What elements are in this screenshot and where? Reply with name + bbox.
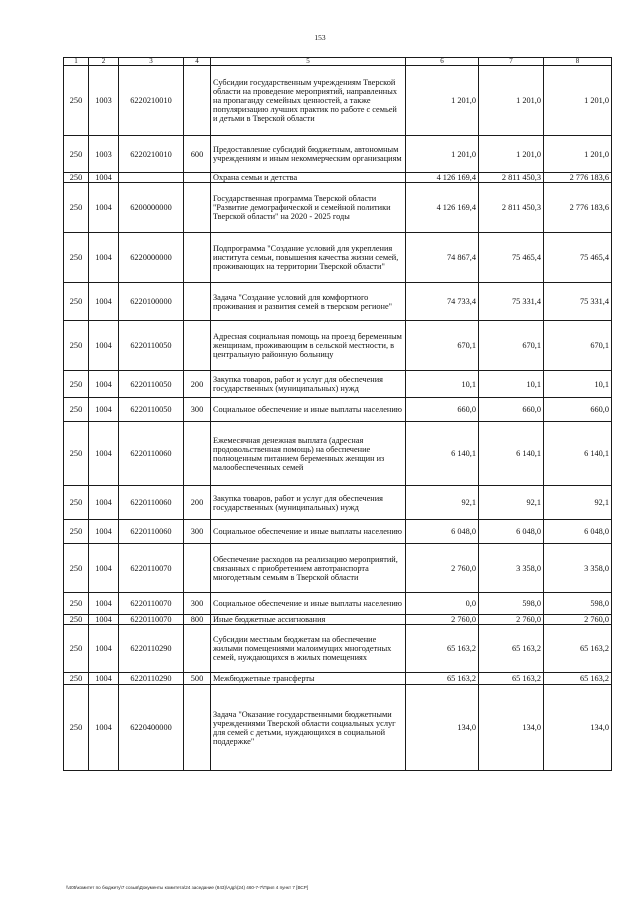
cell-section-code: 1004 <box>89 283 119 321</box>
cell-amount-3: 6 048,0 <box>544 520 612 544</box>
table-header <box>64 58 612 66</box>
cell-admin-code: 250 <box>64 422 89 486</box>
budget-table <box>63 57 612 771</box>
cell-amount-3: 1 201,0 <box>544 136 612 173</box>
cell-target-code: 6220400000 <box>119 685 184 771</box>
table-row <box>64 283 612 321</box>
cell-amount-1: 660,0 <box>406 398 479 422</box>
cell-amount-1: 2 760,0 <box>406 615 479 625</box>
cell-amount-1: 74 733,4 <box>406 283 479 321</box>
cell-target-code: 6220110060 <box>119 422 184 486</box>
cell-amount-3: 134,0 <box>544 685 612 771</box>
cell-amount-3: 2 776 183,6 <box>544 183 612 233</box>
cell-section-code: 1004 <box>89 321 119 371</box>
cell-admin-code: 250 <box>64 673 89 685</box>
cell-expense-type <box>184 321 211 371</box>
cell-target-code: 6220110060 <box>119 486 184 520</box>
cell-amount-1: 1 201,0 <box>406 66 479 136</box>
cell-amount-1: 65 163,2 <box>406 673 479 685</box>
cell-name: Межбюджетные трансферты <box>211 673 406 685</box>
cell-section-code: 1003 <box>89 66 119 136</box>
table-row <box>64 593 612 615</box>
cell-section-code: 1004 <box>89 173 119 183</box>
cell-admin-code: 250 <box>64 233 89 283</box>
cell-amount-2: 6 140,1 <box>479 422 544 486</box>
table-row <box>64 183 612 233</box>
cell-expense-type <box>184 283 211 321</box>
table-row <box>64 233 612 283</box>
cell-target-code: 6220210010 <box>119 136 184 173</box>
cell-amount-2: 65 163,2 <box>479 625 544 673</box>
table-row <box>64 685 612 771</box>
cell-admin-code: 250 <box>64 66 89 136</box>
cell-name: Социальное обеспечение и иные выплаты населению <box>211 593 406 615</box>
cell-name: Социальное обеспечение и иные выплаты населению <box>211 398 406 422</box>
cell-admin-code: 250 <box>64 321 89 371</box>
cell-name: Ежемесячная денежная выплата (адресная продовольственная помощь) на обеспечение полноценным питанием беременных женщин из малообеспеченных семей <box>211 422 406 486</box>
cell-target-code <box>119 173 184 183</box>
cell-expense-type: 800 <box>184 615 211 625</box>
cell-admin-code: 250 <box>64 183 89 233</box>
table-row <box>64 625 612 673</box>
cell-amount-2: 6 048,0 <box>479 520 544 544</box>
cell-expense-type: 300 <box>184 398 211 422</box>
cell-amount-3: 65 163,2 <box>544 625 612 673</box>
cell-section-code: 1004 <box>89 398 119 422</box>
table-row <box>64 173 612 183</box>
cell-name: Охрана семьи и детства <box>211 173 406 183</box>
cell-name: Закупка товаров, работ и услуг для обеспечения государственных (муниципальных) нужд <box>211 486 406 520</box>
table-row <box>64 398 612 422</box>
cell-expense-type <box>184 625 211 673</box>
cell-target-code: 6200000000 <box>119 183 184 233</box>
header-col-1: 1 <box>64 58 89 66</box>
table-row <box>64 615 612 625</box>
cell-amount-3: 1 201,0 <box>544 66 612 136</box>
cell-amount-3: 2 776 183,6 <box>544 173 612 183</box>
cell-amount-3: 670,1 <box>544 321 612 371</box>
cell-expense-type: 600 <box>184 136 211 173</box>
header-col-2: 2 <box>89 58 119 66</box>
cell-expense-type <box>184 66 211 136</box>
header-col-4: 4 <box>184 58 211 66</box>
cell-admin-code: 250 <box>64 593 89 615</box>
cell-amount-1: 4 126 169,4 <box>406 173 479 183</box>
cell-amount-1: 10,1 <box>406 371 479 398</box>
cell-expense-type <box>184 233 211 283</box>
cell-name: Иные бюджетные ассигнования <box>211 615 406 625</box>
cell-target-code: 6220210010 <box>119 66 184 136</box>
cell-amount-2: 598,0 <box>479 593 544 615</box>
cell-expense-type <box>184 685 211 771</box>
cell-amount-2: 75 465,4 <box>479 233 544 283</box>
cell-amount-1: 6 140,1 <box>406 422 479 486</box>
cell-section-code: 1004 <box>89 520 119 544</box>
cell-admin-code: 250 <box>64 398 89 422</box>
cell-amount-3: 75 465,4 <box>544 233 612 283</box>
cell-admin-code: 250 <box>64 544 89 593</box>
cell-name: Предоставление субсидий бюджетным, автономным учреждениям и иным некоммерческим организациям <box>211 136 406 173</box>
cell-amount-2: 65 163,2 <box>479 673 544 685</box>
cell-target-code: 6220100000 <box>119 283 184 321</box>
cell-expense-type <box>184 544 211 593</box>
cell-expense-type <box>184 183 211 233</box>
cell-admin-code: 250 <box>64 615 89 625</box>
cell-target-code: 6220110050 <box>119 321 184 371</box>
cell-name: Социальное обеспечение и иные выплаты населению <box>211 520 406 544</box>
cell-expense-type: 300 <box>184 593 211 615</box>
cell-amount-1: 74 867,4 <box>406 233 479 283</box>
cell-expense-type: 500 <box>184 673 211 685</box>
cell-section-code: 1004 <box>89 422 119 486</box>
cell-section-code: 1004 <box>89 233 119 283</box>
header-col-8: 8 <box>544 58 612 66</box>
cell-amount-3: 92,1 <box>544 486 612 520</box>
cell-target-code: 6220000000 <box>119 233 184 283</box>
cell-amount-3: 660,0 <box>544 398 612 422</box>
cell-name: Адресная социальная помощь на проезд беременным женщинам, проживающим в сельской местности, в центральную районную больницу <box>211 321 406 371</box>
header-col-5: 5 <box>211 58 406 66</box>
cell-name: Субсидии местным бюджетам на обеспечение жилыми помещениями малоимущих многодетных семей, нуждающихся в жилых помещениях <box>211 625 406 673</box>
cell-admin-code: 250 <box>64 625 89 673</box>
cell-name: Государственная программа Тверской области "Развитие демографической и семейной политики Тверской области" на 2020 - 2025 годы <box>211 183 406 233</box>
cell-amount-3: 3 358,0 <box>544 544 612 593</box>
cell-amount-1: 1 201,0 <box>406 136 479 173</box>
cell-amount-2: 670,1 <box>479 321 544 371</box>
cell-admin-code: 250 <box>64 173 89 183</box>
cell-name: Закупка товаров, работ и услуг для обеспечения государственных (муниципальных) нужд <box>211 371 406 398</box>
cell-amount-2: 1 201,0 <box>479 136 544 173</box>
cell-expense-type: 300 <box>184 520 211 544</box>
cell-section-code: 1004 <box>89 625 119 673</box>
cell-amount-2: 10,1 <box>479 371 544 398</box>
cell-amount-1: 134,0 <box>406 685 479 771</box>
cell-amount-2: 134,0 <box>479 685 544 771</box>
cell-admin-code: 250 <box>64 685 89 771</box>
cell-admin-code: 250 <box>64 520 89 544</box>
table-row <box>64 486 612 520</box>
cell-amount-3: 10,1 <box>544 371 612 398</box>
header-row <box>64 58 612 66</box>
cell-target-code: 6220110050 <box>119 371 184 398</box>
cell-amount-3: 75 331,4 <box>544 283 612 321</box>
cell-amount-2: 660,0 <box>479 398 544 422</box>
cell-amount-2: 3 358,0 <box>479 544 544 593</box>
cell-section-code: 1004 <box>89 615 119 625</box>
page-number: 153 <box>314 33 326 42</box>
cell-target-code: 6220110050 <box>119 398 184 422</box>
table-row <box>64 673 612 685</box>
cell-section-code: 1004 <box>89 685 119 771</box>
cell-expense-type <box>184 173 211 183</box>
cell-admin-code: 250 <box>64 283 89 321</box>
cell-amount-1: 92,1 <box>406 486 479 520</box>
cell-target-code: 6220110070 <box>119 544 184 593</box>
cell-section-code: 1003 <box>89 136 119 173</box>
cell-target-code: 6220110060 <box>119 520 184 544</box>
cell-amount-2: 92,1 <box>479 486 544 520</box>
header-col-6: 6 <box>406 58 479 66</box>
cell-name: Задача "Оказание государственными бюджетными учреждениями Тверской области социальных услуг для семей с детьми, нуждающихся в социальной поддержке" <box>211 685 406 771</box>
cell-amount-2: 2 811 450,3 <box>479 173 544 183</box>
cell-amount-1: 0,0 <box>406 593 479 615</box>
cell-section-code: 1004 <box>89 544 119 593</box>
cell-target-code: 6220110070 <box>119 615 184 625</box>
cell-section-code: 1004 <box>89 371 119 398</box>
cell-expense-type: 200 <box>184 371 211 398</box>
table-row <box>64 371 612 398</box>
cell-amount-3: 598,0 <box>544 593 612 615</box>
cell-amount-1: 65 163,2 <box>406 625 479 673</box>
cell-section-code: 1004 <box>89 486 119 520</box>
table-row <box>64 321 612 371</box>
cell-admin-code: 250 <box>64 486 89 520</box>
table-row <box>64 136 612 173</box>
cell-expense-type <box>184 422 211 486</box>
cell-expense-type: 200 <box>184 486 211 520</box>
cell-section-code: 1004 <box>89 673 119 685</box>
cell-amount-3: 2 760,0 <box>544 615 612 625</box>
cell-admin-code: 250 <box>64 371 89 398</box>
header-col-7: 7 <box>479 58 544 66</box>
cell-amount-1: 2 760,0 <box>406 544 479 593</box>
cell-target-code: 6220110290 <box>119 673 184 685</box>
cell-amount-1: 670,1 <box>406 321 479 371</box>
cell-amount-2: 2 811 450,3 <box>479 183 544 233</box>
cell-admin-code: 250 <box>64 136 89 173</box>
table-row <box>64 422 612 486</box>
cell-name: Подпрограмма "Создание условий для укрепления института семьи, повышения качества жизни семей, проживающих на территории Тверской области" <box>211 233 406 283</box>
cell-name: Обеспечение расходов на реализацию мероприятий, связанных с приобретением автотранспорта многодетным семьям в Тверской области <box>211 544 406 593</box>
cell-name: Задача "Создание условий для комфортного проживания и развития семей в тверском регионе" <box>211 283 406 321</box>
table-row <box>64 66 612 136</box>
header-col-3: 3 <box>119 58 184 66</box>
cell-amount-1: 6 048,0 <box>406 520 479 544</box>
cell-target-code: 6220110070 <box>119 593 184 615</box>
table-body <box>64 66 612 771</box>
cell-section-code: 1004 <box>89 183 119 233</box>
cell-amount-3: 65 163,2 <box>544 673 612 685</box>
cell-amount-2: 75 331,4 <box>479 283 544 321</box>
footer-file-path: \\405\комитет по бюджету\7 созыв\Документы комитета\24 заседание (843)\Адр\(24) 460-7-7\Прил 4 пункт 7 [ВСР] <box>66 885 309 890</box>
cell-amount-2: 1 201,0 <box>479 66 544 136</box>
cell-section-code: 1004 <box>89 593 119 615</box>
table-row <box>64 544 612 593</box>
cell-amount-3: 6 140,1 <box>544 422 612 486</box>
cell-target-code: 6220110290 <box>119 625 184 673</box>
cell-name: Субсидии государственным учреждениям Тверской области на проведение мероприятий, направленных на пропаганду семейных ценностей, а также популяризацию лучших практик по работе с семьей и детьми в Тверской области <box>211 66 406 136</box>
cell-amount-1: 4 126 169,4 <box>406 183 479 233</box>
table-row <box>64 520 612 544</box>
cell-amount-2: 2 760,0 <box>479 615 544 625</box>
